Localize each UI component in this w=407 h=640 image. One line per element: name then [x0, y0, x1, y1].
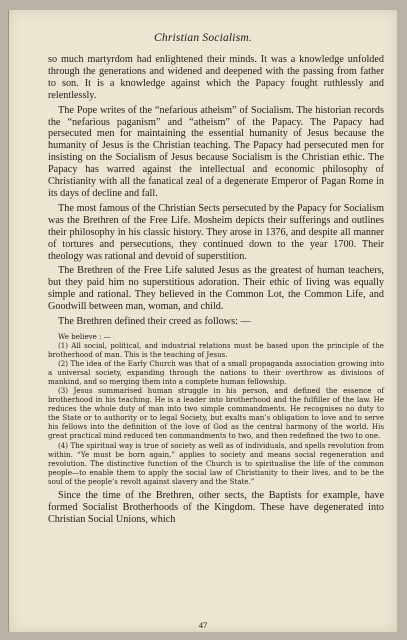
page-body: [48, 54, 384, 528]
running-header: Christian Socialism.: [154, 32, 252, 44]
paragraph: The most famous of the Christian Sects persecuted by the Papacy for Socialism was the Brethren of the Free Life. Mosheim depicts their sufferings and outlines their philosophy in his classic history. They arose in 1376, and despite all manner of tortures and persecutions, they continued down to the year 1700. Their theology was rational and devoid of superstition.: [48, 202, 384, 262]
creed-item: (2) The idea of the Early Church was that of a small propaganda association growing into a universal society, expanding through the nations to their overthrow as divisions of mankind, and so merging them into a complete human fellowship.: [48, 359, 384, 387]
creed-item: (3) Jesus summarised human struggle in his person, and defined the essence of brotherhood in his teaching. He is a leader into brotherhood and the fulfiller of the law. He reduces the whole duty of man into two simple commandments. He recognises no duty to the State or to authority or to legal Society, but exalts man’s obligation to love and to serve his fellows into the definition of the love of God as the central harmony of the world. His great practical mind reduced ten commandments to two, and then redefined the two to one.: [48, 386, 384, 441]
creed-block: [48, 332, 384, 486]
paragraph: Since the time of the Brethren, other sects, the Baptists for example, have formed Socialist Brotherhoods of the Kingdom. These have degenerated into Christian Social Unions, which: [48, 489, 384, 525]
page-number: 47: [198, 620, 208, 630]
book-page: [8, 10, 397, 632]
paragraph: The Brethren defined their creed as follows: —: [58, 316, 251, 328]
creed-item: (1) All social, political, and industrial relations must be based upon the principle of the brotherhood of man. This is the teaching of Jesus.: [48, 340, 384, 360]
paragraph: The Brethren of the Free Life saluted Jesus as the greatest of human teachers, but they paid him no superstitious adoration. Their ethic of living was equally simple and rational. They believed in the Common Lot, the Common Life, and Goodwill between man, woman, and child.: [48, 265, 384, 313]
creed-item: (4) The spiritual way is true of society as well as of individuals, and spells revolution from within. “Ye must be born again,” applies to society and means social regeneration and revolution. The distinctive function of the Church is to spiritualise the life of the common people—to enable them to apply the social law of Christianity to their lives, and to be the soul of the people’s revolt against slavery and the State.”: [48, 440, 384, 486]
creed-intro: We believe : —: [58, 331, 111, 341]
paragraph: The Pope writes of the “nefarious atheism” of Socialism. The historian records the “nefarious paganism” and “atheism” of the Papacy. The Papacy had persecuted men for maintaining the essential humanity of Jesus because the humanity of Jesus is the Christian teaching. The Papacy had persecuted men for insisting on the Socialism of Jesus because Socialism is the Christian ethic. The Papacy has warred against the intellectual and economic philosophy of Christianity with all the fanatical zeal of a degenerate Emperor of Pagan Rome in its days of decline and fall.: [48, 104, 384, 199]
paragraph: so much martyrdom had enlightened their minds. It was a knowledge unfolded through the generations and widened and deepened with the passing from father to son. It is a knowledge against which the Papacy fought ruthlessly and relentlessly.: [48, 54, 384, 101]
